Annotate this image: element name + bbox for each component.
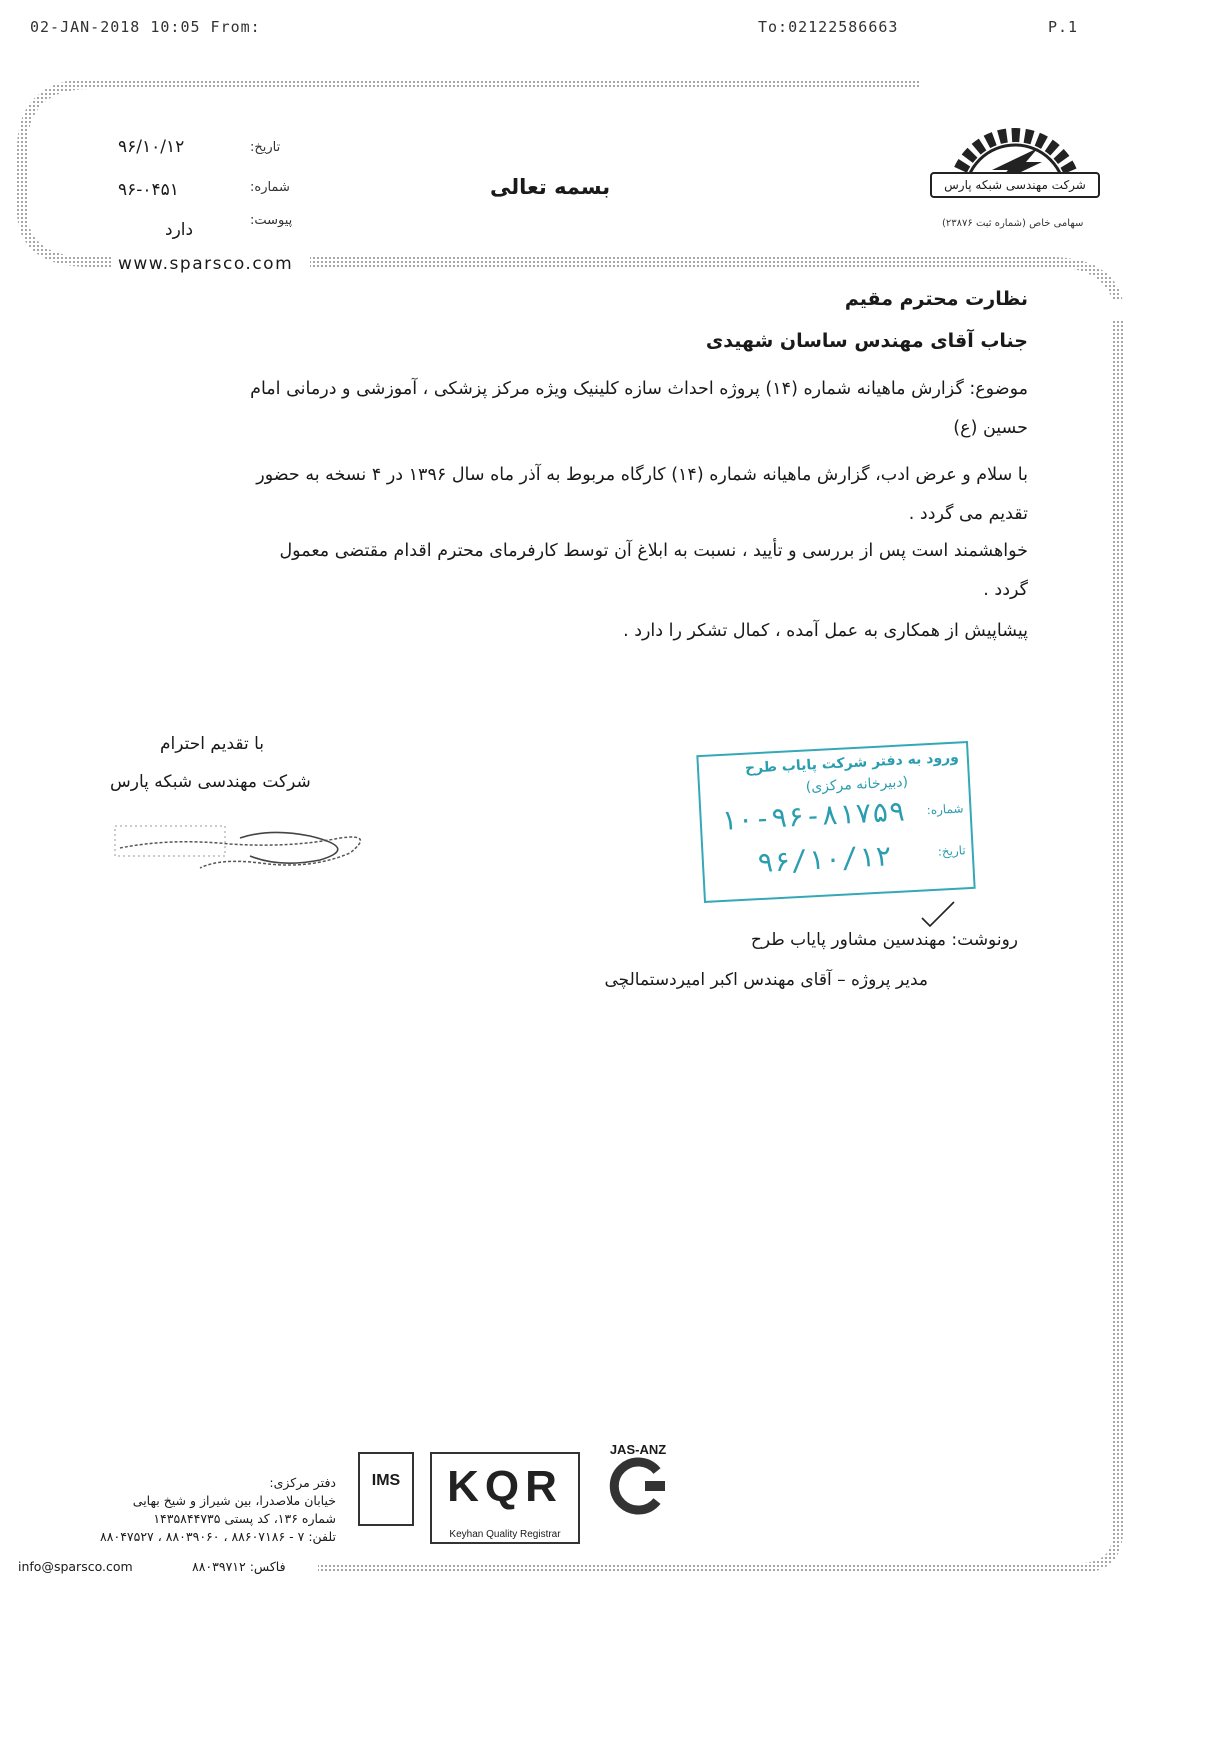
jas-anz-certification-logo: JAS-ANZ	[598, 1442, 678, 1522]
company-name-plate: شرکت مهندسی شبکه پارس	[930, 172, 1100, 198]
fax-datetime: 02-JAN-2018 10:05 From:	[30, 18, 261, 36]
address-line-1: خیابان ملاصدرا، بین شیراز و شیخ بهایی	[132, 1493, 336, 1508]
attachment-value: دارد	[165, 220, 194, 240]
cc-line-2: مدیر پروژه – آقای مهندس اکبر امیردستمالچی	[604, 970, 928, 990]
paragraph-1-line-2: تقدیم می گردد .	[908, 504, 1028, 524]
phone-numbers: تلفن: ۷ - ۸۸۶۰۷۱۸۶ ، ۸۸۰۳۹۰۶۰ ، ۸۸۰۴۷۵۲۷	[100, 1529, 336, 1544]
company-logo	[930, 100, 1100, 229]
registration-number: سهامی خاص (شماره ثبت ۲۳۸۷۶)	[942, 218, 1084, 229]
office-label: دفتر مرکزی:	[269, 1475, 336, 1490]
recipient-name: جناب آقای مهندس ساسان شهیدی	[705, 330, 1028, 352]
fax-page-number: P.1	[1048, 18, 1079, 36]
attachment-label: پیوست:	[250, 213, 293, 228]
address-line-2: شماره ۱۳۶، کد پستی ۱۴۳۵۸۴۴۷۳۵	[153, 1511, 336, 1526]
invocation-heading: بسمه تعالی	[490, 175, 611, 199]
stamp-number-label: شماره:	[926, 801, 964, 818]
recipient-organization: نظارت محترم مقیم	[844, 288, 1028, 310]
receipt-stamp	[696, 741, 975, 903]
kqr-certification-logo: KQR Keyhan Quality Registrar	[430, 1452, 580, 1544]
letter-number-value: ۹۶-۰۴۵۱	[118, 180, 179, 200]
subject-line-1: موضوع: گزارش ماهیانه شماره (۱۴) پروژه احداث سازه کلینیک ویژه مرکز پزشکی ، آموزشی و درمانی امام	[250, 379, 1028, 399]
letter-number-label: شماره:	[250, 180, 290, 195]
footer-email[interactable]: info@sparsco.com	[18, 1559, 133, 1574]
date-value: ۹۶/۱۰/۱۲	[118, 137, 185, 157]
cc-line-1: رونوشت: مهندسین مشاور پایاب طرح	[750, 930, 1018, 950]
date-label: تاریخ:	[250, 140, 281, 155]
jas-anz-emblem-icon	[605, 1457, 671, 1515]
stamp-date-label: تاریخ:	[937, 843, 967, 859]
paragraph-2-line-1: خواهشمند است پس از بررسی و تأیید ، نسبت به ابلاغ آن توسط کارفرمای محترم اقدام مقتضی معمول	[279, 541, 1028, 561]
fax-recipient: To:02122586663	[758, 18, 899, 36]
stamp-number-value: ۱۰-۹۶-۸۱۷۵۹	[719, 794, 907, 838]
stamp-date-value: ۹۶/۱۰/۱۲	[756, 839, 893, 880]
paragraph-2	[108, 532, 1028, 610]
letter-subject	[108, 370, 1028, 448]
handwritten-signature	[110, 808, 380, 878]
stamp-line-1: ورود به دفتر شرکت پایاب طرح	[744, 749, 960, 777]
signatory-company: شرکت مهندسی شبکه پارس	[110, 772, 311, 792]
paragraph-1-line-1: با سلام و عرض ادب، گزارش ماهیانه شماره (۱۴) کارگاه مربوط به آذر ماه سال ۱۳۹۶ در ۴ نسخه به حضور	[256, 465, 1028, 485]
footer-fax: فاکس: ۸۸۰۳۹۷۱۲	[192, 1559, 286, 1574]
ims-certification-logo: IMS	[358, 1452, 414, 1526]
company-website[interactable]: www.sparsco.com	[118, 254, 294, 274]
checkmark-icon	[918, 900, 958, 930]
paragraph-1	[108, 456, 1028, 534]
stamp-line-2: (دبیرخانه مرکزی)	[805, 774, 909, 796]
footer-address	[18, 1474, 336, 1546]
paragraph-2-line-2: گردد .	[983, 580, 1028, 600]
subject-line-2: حسین (ع)	[953, 418, 1028, 438]
paragraph-3: پیشاپیش از همکاری به عمل آمده ، کمال تشکر را دارد .	[623, 621, 1028, 641]
closing-text: با تقدیم احترام	[160, 734, 265, 754]
